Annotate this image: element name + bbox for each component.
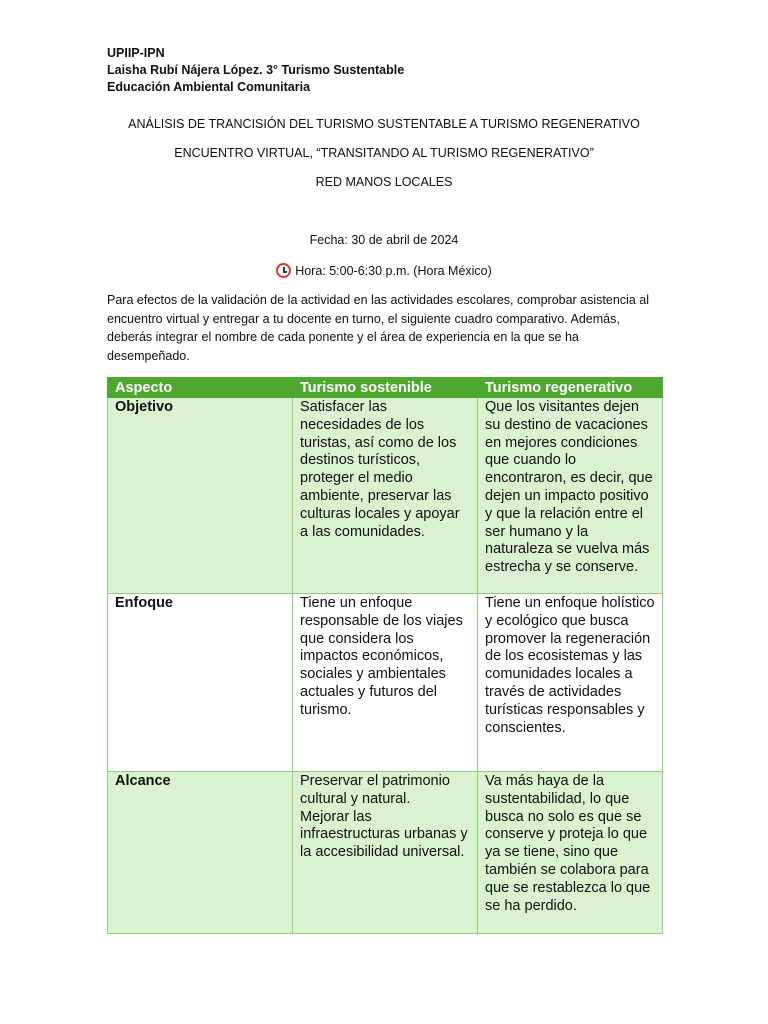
cell-text: Que los visitantes dejen su destino de vacaciones en mejores condiciones que cuando lo encontraron, es decir, que dejen un impacto positivo y que la relación entre el ser humano y la naturaleza se vuelva más estrecha y se conserve.: [485, 399, 653, 576]
comparison-table: [107, 377, 663, 934]
document-title: ANÁLISIS DE TRANCISIÓN DEL TURISMO SUSTENTABLE A TURISMO REGENERATIVO: [128, 117, 640, 131]
header-turismo-regenerativo: Turismo regenerativo: [478, 378, 663, 398]
sostenible-cell: [293, 594, 478, 772]
header-aspecto: Aspecto: [108, 378, 293, 398]
regenerativo-cell: [478, 398, 663, 594]
event-title: ENCUENTRO VIRTUAL, “TRANSITANDO AL TURISMO REGENERATIVO”: [174, 146, 594, 160]
document-header: [107, 45, 404, 96]
instructions-paragraph: Para efectos de la validación de la actividad en las actividades escolares, comprobar asistencia al encuentro virtual y entregar a tu docente en turno, el siguiente cuadro comparativo. Además, deberás integrar el nombre de cada ponente y el área de experiencia en la que se ha desempeñado.: [107, 293, 649, 363]
cell-text: Mejorar las infraestructuras urbanas y la accesibilidad universal.: [300, 808, 468, 861]
table-row: [108, 594, 663, 772]
sostenible-cell: [293, 772, 478, 934]
cell-text: Satisfacer las necesidades de los turistas, así como de los destinos turísticos, proteger el medio ambiente, preservar las culturas locales y apoyar a las comunidades.: [300, 399, 460, 540]
cell-text: Tiene un enfoque responsable de los viajes que considera los impactos económicos, sociales y ambientales actuales y futuros del turismo.: [300, 595, 463, 718]
aspect-cell: Objetivo: [108, 398, 293, 594]
table-header-row: [108, 378, 663, 398]
institution-name: UPIIP-IPN: [107, 46, 165, 60]
aspect-cell: Alcance: [108, 772, 293, 934]
cell-text: Tiene un enfoque holístico y ecológico que busca promover la regeneración de los ecosistemas y las comunidades locales a través de actividades turísticas responsables y conscientes.: [485, 595, 655, 736]
organization-title: RED MANOS LOCALES: [315, 175, 453, 189]
header-turismo-sostenible: Turismo sostenible: [293, 378, 478, 398]
cell-text: Va más haya de la sustentabilidad, lo que busca no solo es que se conserve y proteja lo que ya se tiene, sino que también se colabora para que se restablezca lo que se ha perdido.: [485, 773, 651, 914]
student-name: Laisha Rubí Nájera López. 3° Turismo Sustentable: [107, 63, 405, 77]
regenerativo-cell: [478, 772, 663, 934]
aspect-cell: Enfoque: [108, 594, 293, 772]
table-row: [108, 398, 663, 594]
event-date: Fecha: 30 de abril de 2024: [309, 233, 459, 247]
regenerativo-cell: [478, 594, 663, 772]
sostenible-cell: [293, 398, 478, 594]
table-row: [108, 772, 663, 934]
course-name: Educación Ambiental Comunitaria: [107, 80, 311, 94]
event-time-row: [0, 263, 768, 278]
alarm-clock-icon: [276, 263, 291, 278]
event-time: Hora: 5:00-6:30 p.m. (Hora México): [295, 264, 492, 278]
cell-text: Preservar el patrimonio cultural y natural.: [300, 773, 450, 807]
